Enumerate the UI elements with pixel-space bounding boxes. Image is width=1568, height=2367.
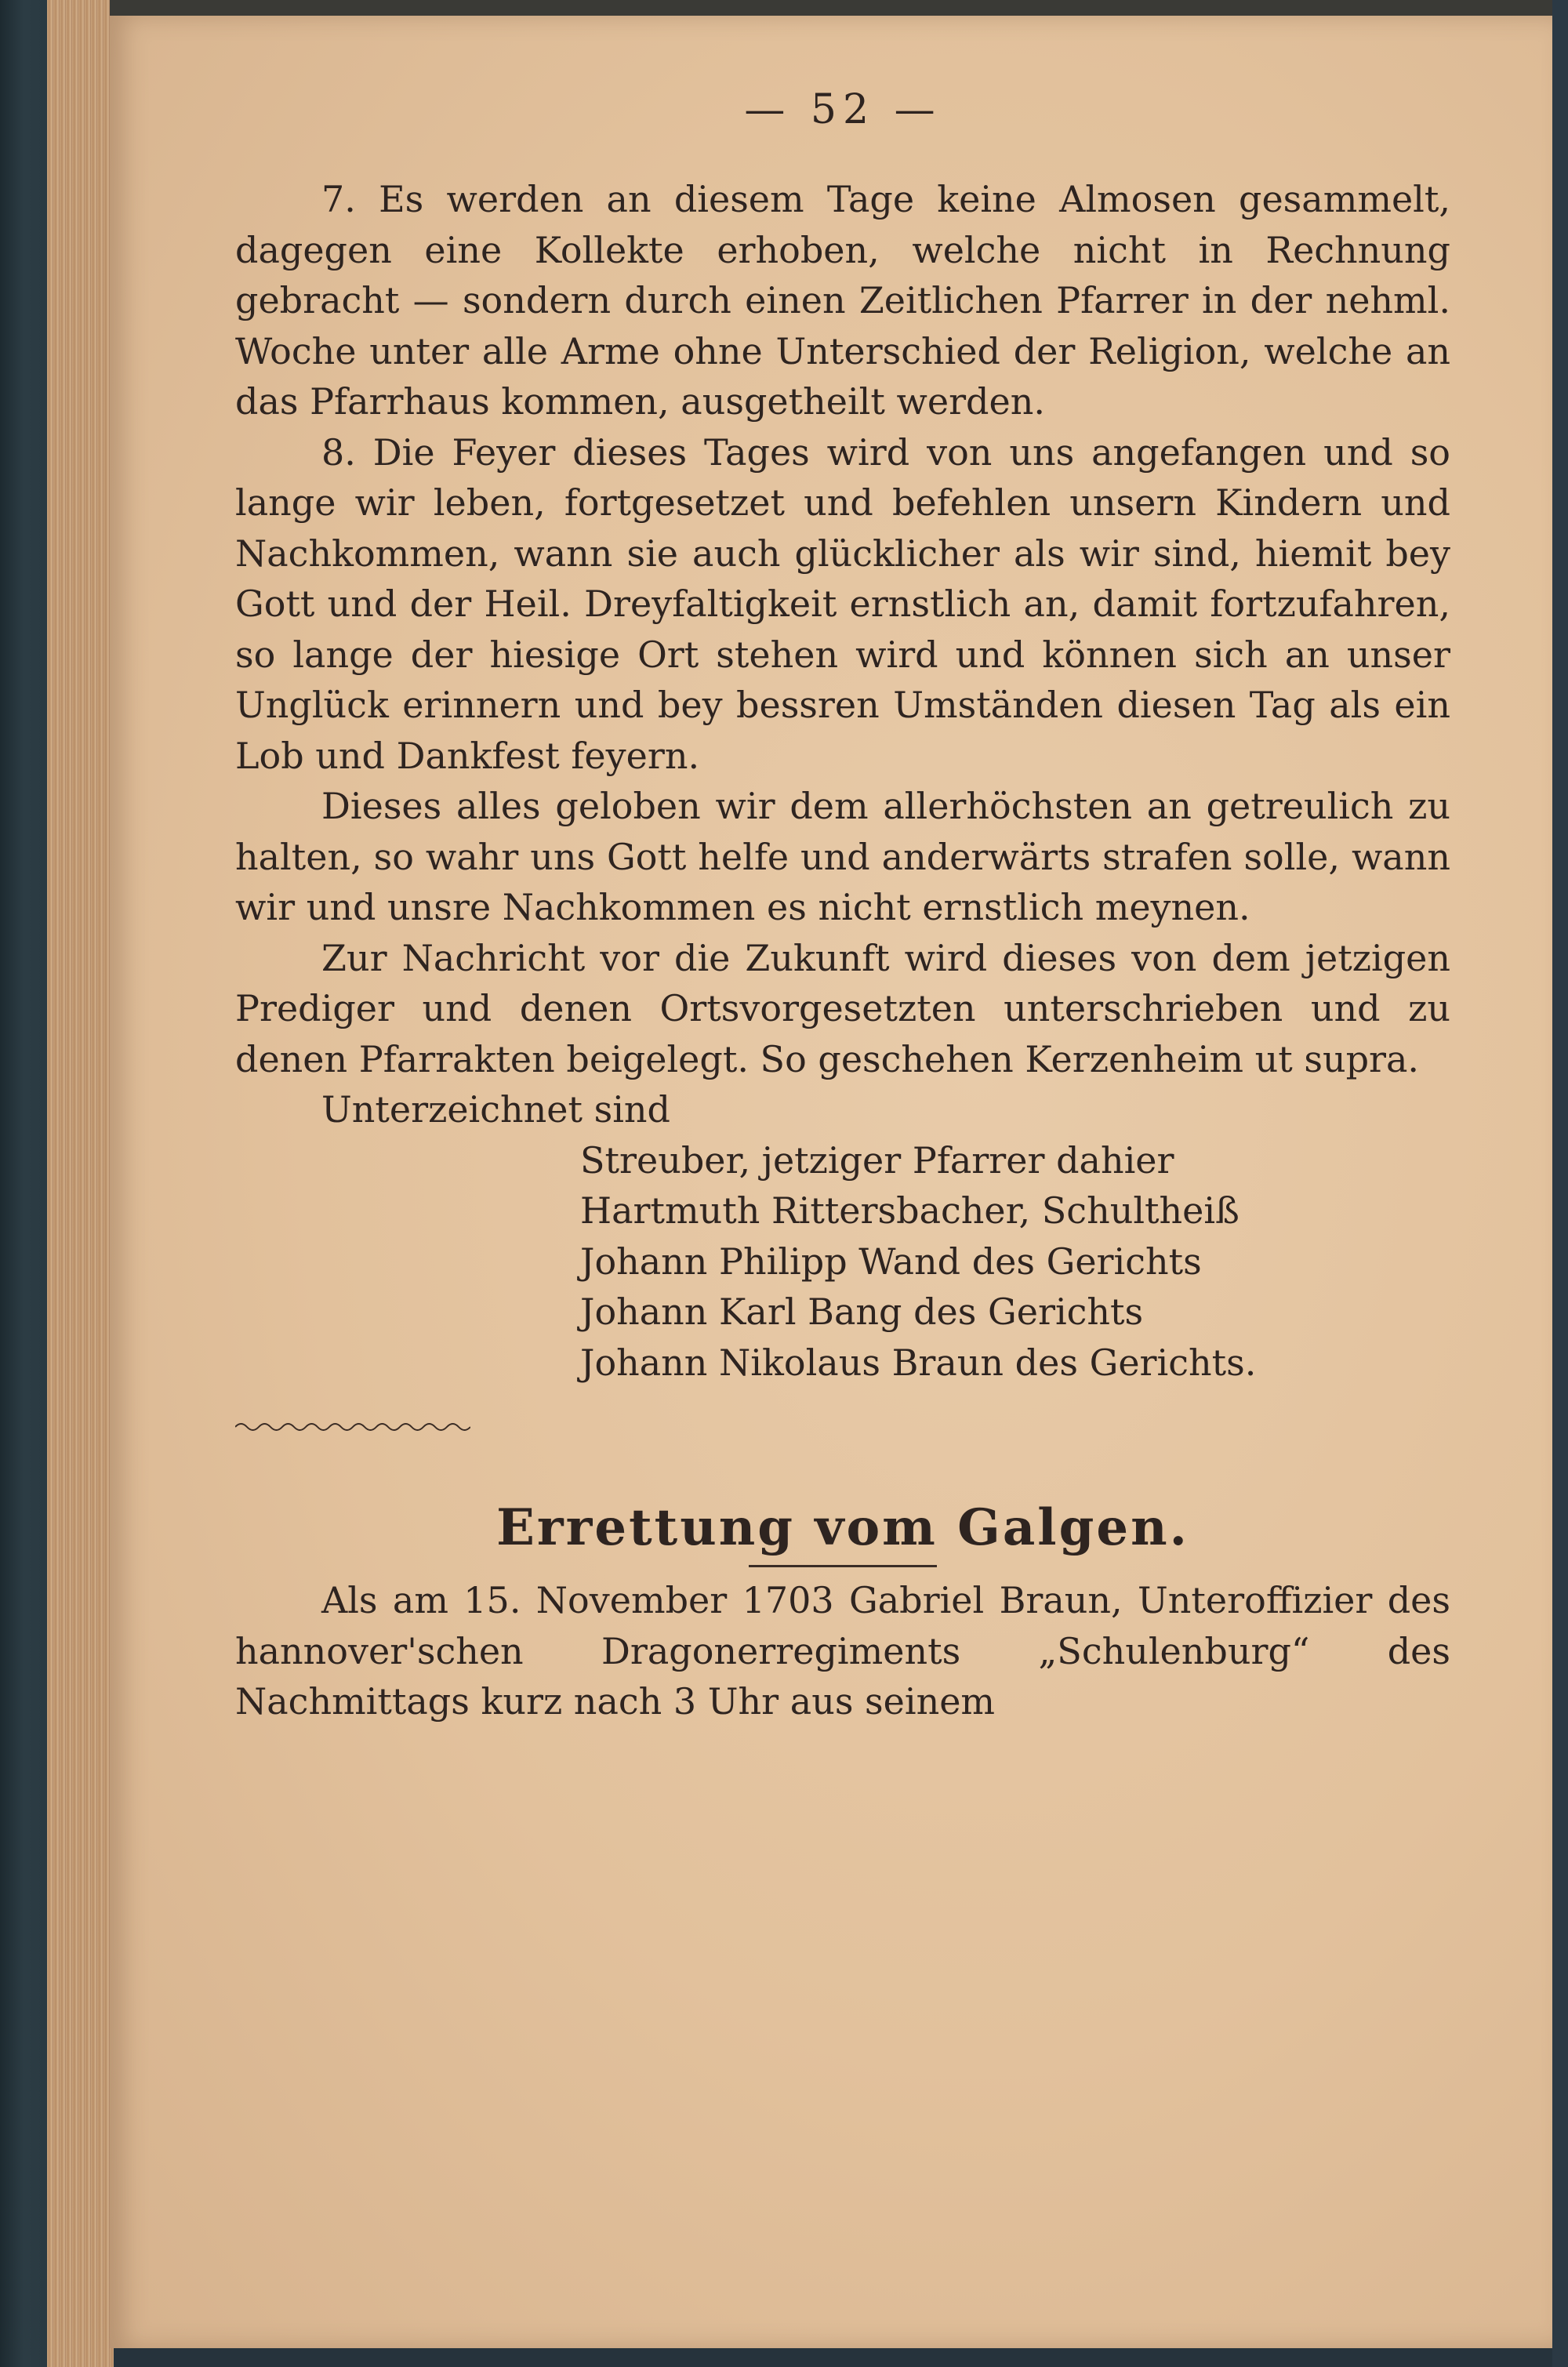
heading-rule <box>749 1565 937 1567</box>
paragraph-story-start: Als am 15. November 1703 Gabriel Braun, Unteroffizier des hannover'schen Dragonerregiments „Schulenburg“ des Nachmittags kurz nach 3 Uhr aus seinem <box>235 1579 1450 1723</box>
book-right-edge <box>1552 0 1568 2367</box>
signatory: Johann Nikolaus Braun des Gerichts. <box>580 1341 1257 1384</box>
signatory: Johann Karl Bang des Gerichts <box>580 1291 1144 1333</box>
signatory: Streuber, jetziger Pfarrer dahier <box>580 1138 1174 1182</box>
book-spine <box>0 0 47 2367</box>
signatures-intro: Unterzeichnet sind <box>321 1088 670 1131</box>
paragraph-record: Zur Nachricht vor die Zukunft wird dieses von dem jetzigen Prediger und denen Ortsvorgesetzten unterschrieben und zu denen Pfarrakten beigelegt. So geschehen Kerzenheim ut supra. <box>235 936 1450 1080</box>
signatory: Hartmuth Rittersbacher, Schultheiß <box>580 1189 1240 1232</box>
signatory: Johann Philipp Wand des Gerichts <box>580 1240 1202 1283</box>
wavy-divider <box>235 1419 470 1435</box>
paragraph-oath: Dieses alles geloben wir dem allerhöchsten an getreulich zu halten, so wahr uns Gott helfe und anderwärts strafen solle, wann wir und unsre Nachkommen es nicht ernstlich meynen. <box>235 785 1450 928</box>
section-heading: Errettung vom Galgen. <box>496 1498 1189 1557</box>
signature-list <box>580 1135 1450 1389</box>
page-edges <box>47 0 114 2367</box>
paragraph-item-8: 8. Die Feyer dieses Tages wird von uns angefangen und so lange wir leben, fortgesetzet und befehlen unsern Kindern und Nachkommen, wann sie auch glücklicher als wir sind, hiemit bey Gott und der Heil. Dreyfaltigkeit ernstlich an, damit fortzufahren, so lange der hiesige Ort stehen wird und können sich an unser Unglück erinnern und bey bessren Umständen diesen Tag als ein Lob und Dankfest feyern. <box>235 430 1450 777</box>
page-text <box>235 78 1450 1727</box>
page-number: — 52 — <box>744 86 942 133</box>
paragraph-item-7: 7. Es werden an diesem Tage keine Almosen gesammelt, dagegen eine Kollekte erhoben, welche nicht in Rechnung gebracht — sondern durch einen Zeitlichen Pfarrer in der nehml. Woche unter alle Arme ohne Unterschied der Religion, welche an das Pfarrhaus kommen, ausgetheilt werden. <box>235 178 1450 423</box>
